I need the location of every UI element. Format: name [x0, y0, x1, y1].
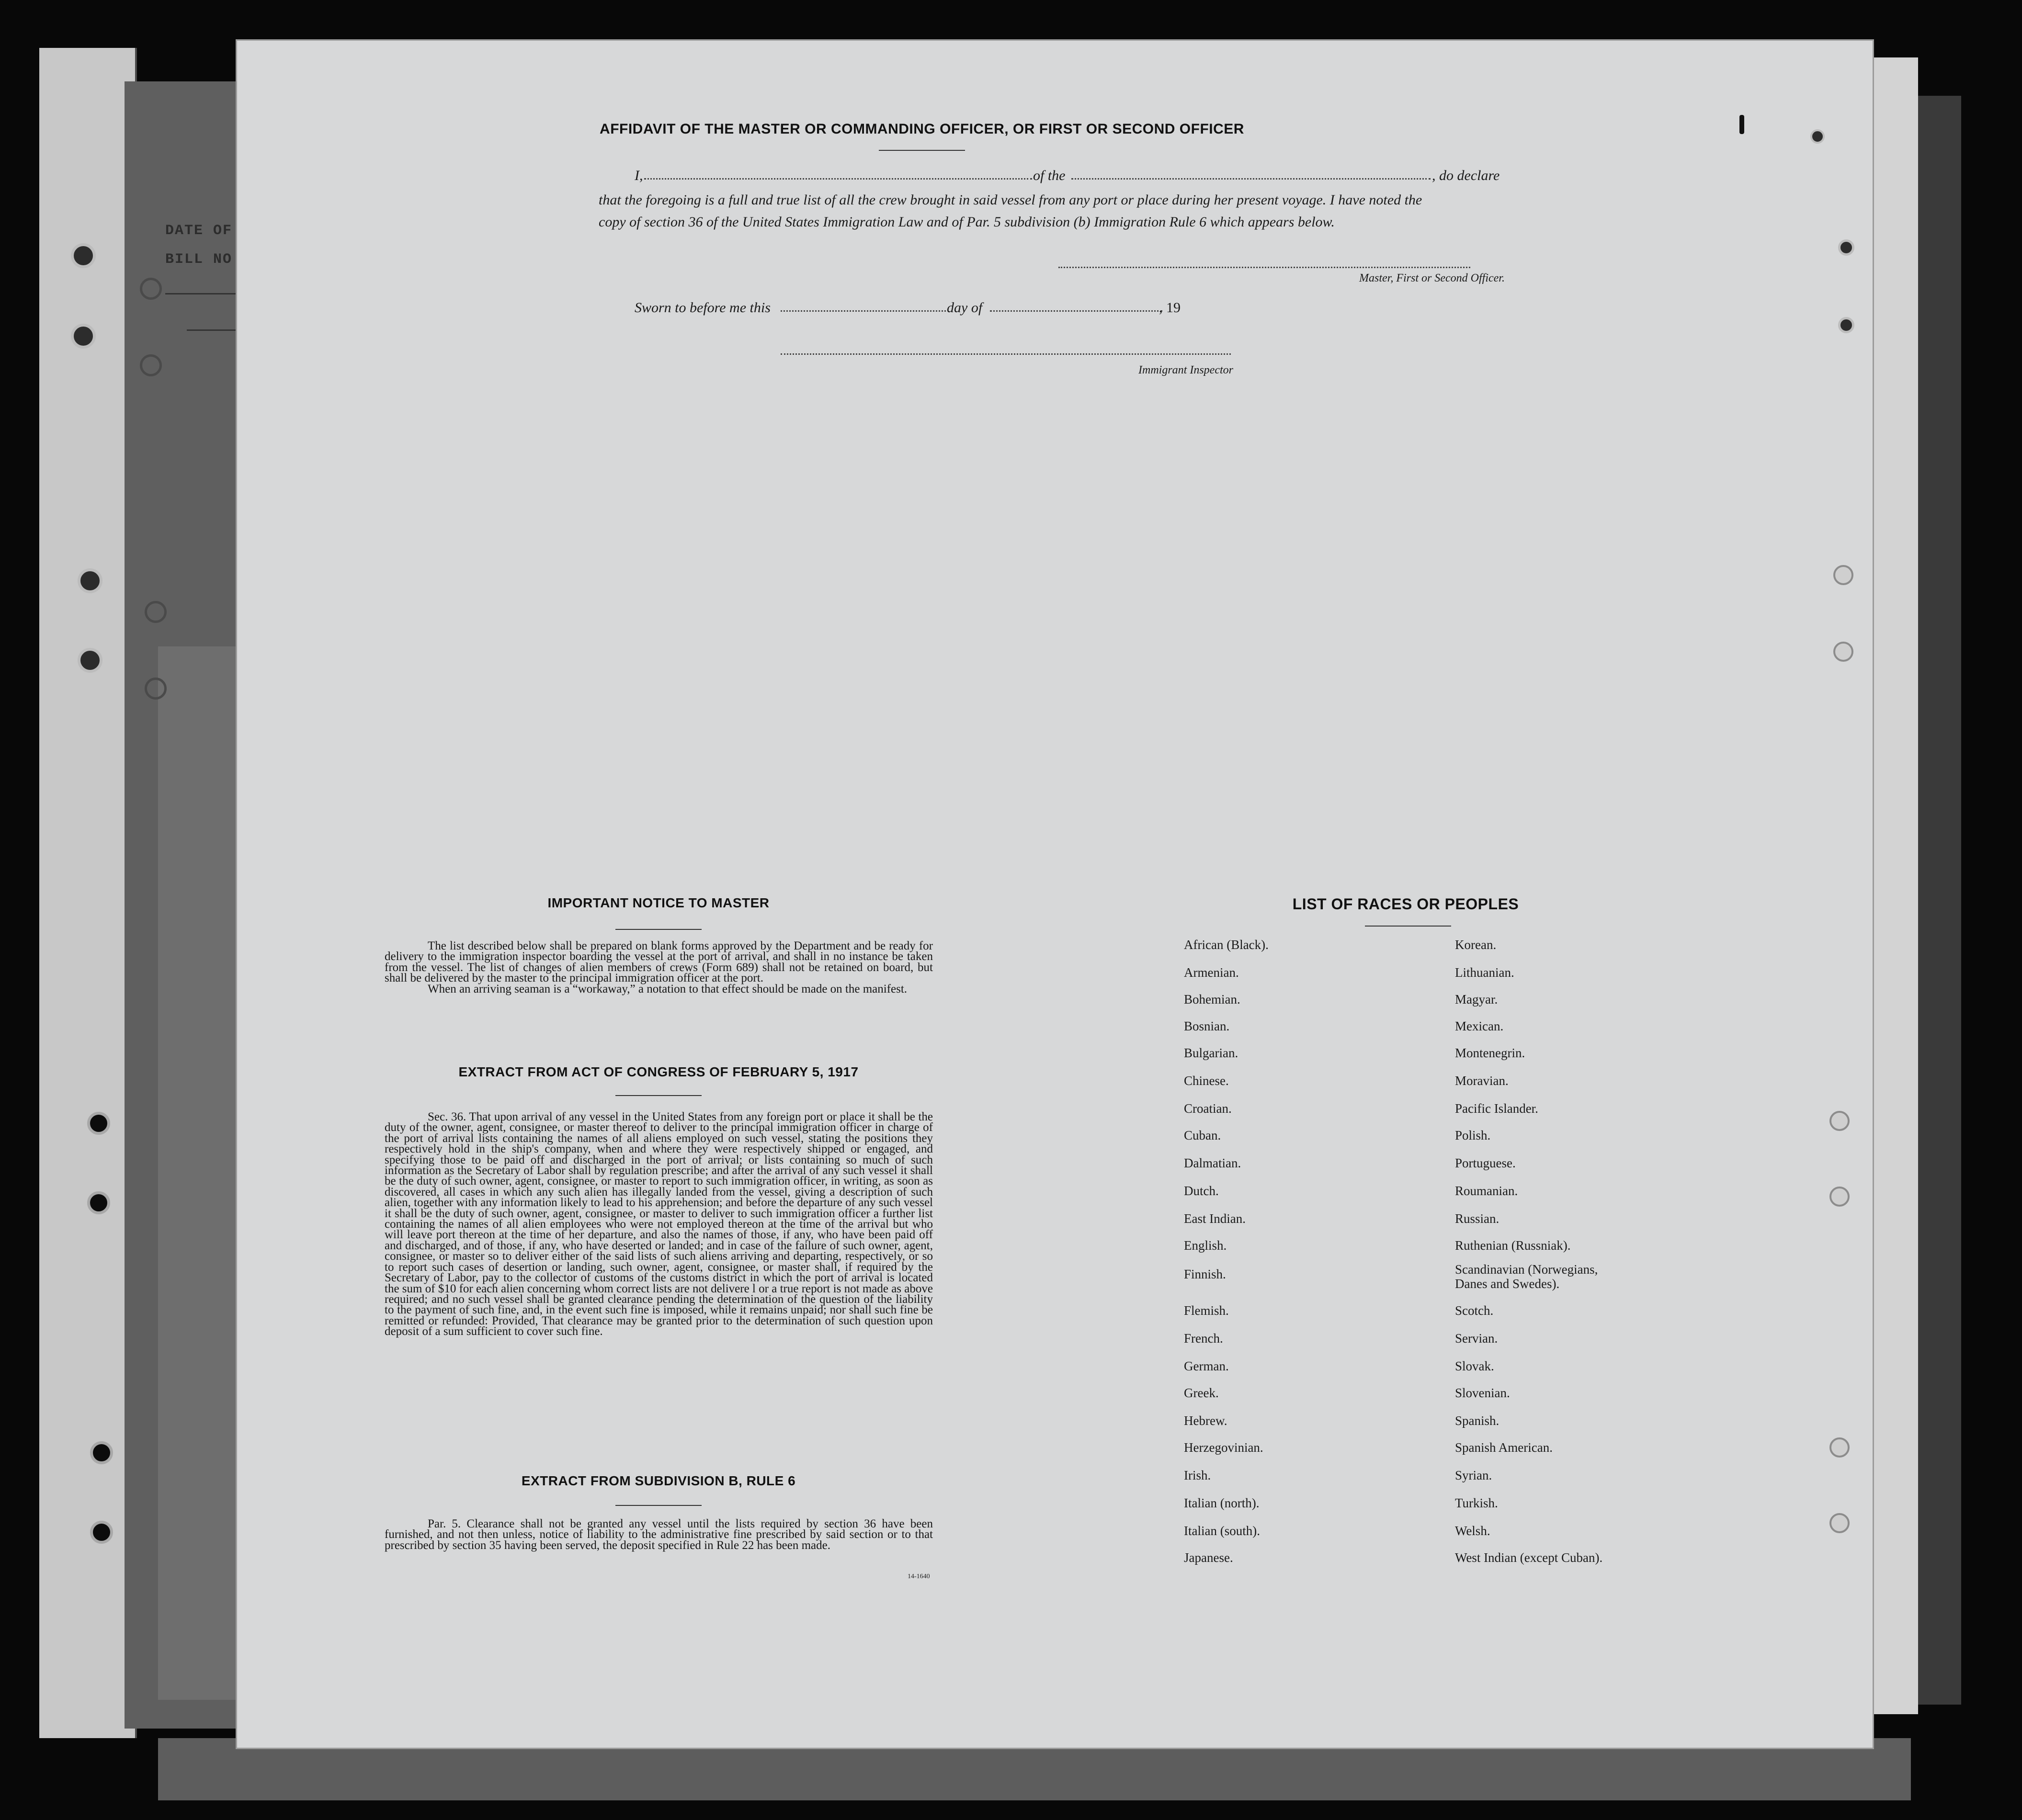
binder-hole-icon: [1829, 1111, 1850, 1131]
sworn-month-field[interactable]: [990, 310, 1162, 312]
race-list-item: Herzegovinian.: [1184, 1440, 1263, 1455]
stamp-rule-2: [187, 329, 237, 331]
sworn-day-of-label: day of: [947, 300, 983, 316]
sworn-label: Sworn to before me this: [635, 300, 771, 316]
affidavit-name-field[interactable]: [644, 178, 1032, 180]
affidavit-line-3: copy of section 36 of the United States Immigration Law and of Par. 5 subdivision (b) Immigration Rule 6 which appears below.: [599, 214, 1335, 230]
binder-hole-icon: [90, 1441, 113, 1464]
act-extract-title: EXTRACT FROM ACT OF CONGRESS OF FEBRUARY 5, 1917: [458, 1064, 859, 1079]
race-list-item: Welsh.: [1455, 1524, 1490, 1538]
race-list-item: Polish.: [1455, 1128, 1491, 1142]
race-list-item: Magyar.: [1455, 992, 1498, 1006]
act-extract-body: [385, 1112, 933, 1337]
race-list-item: West Indian (except Cuban).: [1455, 1550, 1603, 1565]
binder-hole-icon: [1833, 565, 1853, 585]
race-list-item: Moravian.: [1455, 1074, 1509, 1088]
race-list-item: Syrian.: [1455, 1468, 1492, 1482]
stamp-rule: [165, 293, 237, 294]
race-list-item: Greek.: [1184, 1386, 1219, 1400]
act-extract-text: Sec. 36. That upon arrival of any vessel in the United States from any foreign port or place it shall be the duty of the owner, agent, consignee, or master thereof to deliver to the principal immigration officer in charge of the port of arrival lists containing the names of all aliens employed on such vessel, stating the positions they respectively hold in the ship's company, when and where they were respectively shipped or engaged, and specifying those to be paid off and discharged in the port of arrival; or lists containing so much of such information as the Secretary of Labor shall by regulation prescribe; and after the arrival of any such vessel it shall be the duty of such owner, agent, consignee, or master to report to such immigration officer, in writing, as soon as discovered, all cases in which any such alien has illegally landed from the vessel, giving a description of such alien, together with any information likely to lead to his apprehension; and before the departure of any such vessel it shall be the duty of such owner, agent, consignee, or master to deliver to such immigration officer a further list containing the names of all alien employees who were not employed thereon at the time of the arrival but who will leave port thereon at the time of her departure, and also the names of those, if any, who have been paid off and discharged, and of those, if any, who have deserted or landed; and in case of the failure of such owner, agent, consignee, or master so to deliver either of the said lists of such aliens arriving and departing, respectively, or so to report such cases of desertion or landing, such owner, agent, consignee, or master shall, if required by the Secretary of Labor, pay to the collector of customs of the customs district in which the port of arrival is located the sum of $10 for each alien concerning whom correct lists are not delivere l or a true report is not made as above required; and no such vessel shall be granted clearance pending the determination of the question of the liability to the payment of such fine, and, in the event such fine is imposed, while it remains unpaid; nor shall such fine be remitted or refunded: Provided, That clearance may be granted prior to the determination of such question upon deposit of a sum sufficient to cover such fine.: [385, 1110, 933, 1338]
race-list-item: Flemish.: [1184, 1303, 1229, 1318]
rule-extract-rule: [615, 1505, 702, 1506]
binder-hole-icon: [90, 1521, 113, 1544]
affidavit-of-the-label: of the: [1033, 168, 1066, 183]
binder-hole-icon: [1810, 129, 1825, 144]
binder-hole-icon: [1833, 642, 1853, 662]
affidavit-line-2: that the foregoing is a full and true list of all the crew brought in said vessel from any port or place during her present voyage. I have noted the: [599, 192, 1422, 208]
race-list-item: Hebrew.: [1184, 1413, 1227, 1428]
races-title: LIST OF RACES OR PEOPLES: [1292, 895, 1519, 913]
race-list-item: French.: [1184, 1331, 1223, 1345]
act-extract-rule: [615, 1095, 702, 1096]
race-list-item: East Indian.: [1184, 1211, 1246, 1226]
binder-hole-icon: [145, 678, 167, 700]
stamp-date-label: DATE OF: [165, 223, 233, 239]
binder-hole-icon: [1829, 1437, 1850, 1458]
inspector-signature-label: Immigrant Inspector: [1138, 364, 1233, 376]
race-list-item: Bulgarian.: [1184, 1046, 1238, 1060]
notice-body: [385, 941, 933, 995]
binder-hole-icon: [71, 243, 96, 268]
binder-hole-icon: [78, 648, 102, 673]
race-list-item: Croatian.: [1184, 1101, 1232, 1116]
race-list-item: German.: [1184, 1359, 1229, 1373]
binder-hole-icon: [145, 601, 167, 623]
sworn-year-label: , 19: [1159, 300, 1181, 316]
binder-hole-icon: [71, 324, 96, 349]
race-list-item: Scandinavian (Norwegians, Danes and Swedes).: [1455, 1262, 1598, 1291]
race-list-item: Bohemian.: [1184, 992, 1240, 1006]
race-list-item: Armenian.: [1184, 965, 1239, 980]
ink-mark: [1739, 115, 1744, 134]
binder-hole-icon: [87, 1112, 110, 1135]
manifest-page: [237, 41, 1873, 1748]
race-list-item: Ruthenian (Russniak).: [1455, 1238, 1571, 1253]
form-number: 14-1640: [908, 1573, 930, 1580]
race-list-item: Bosnian.: [1184, 1019, 1230, 1033]
race-list-item: Chinese.: [1184, 1074, 1229, 1088]
affidavit-title: AFFIDAVIT OF THE MASTER OR COMMANDING OFFICER, OR FIRST OR SECOND OFFICER: [600, 121, 1244, 137]
affidavit-vessel-field[interactable]: [1071, 178, 1431, 180]
binder-hole-icon: [140, 278, 162, 300]
race-list-item: Cuban.: [1184, 1128, 1221, 1142]
binder-hole-icon: [140, 354, 162, 376]
race-list-item: Servian.: [1455, 1331, 1498, 1345]
race-list-item: Dutch.: [1184, 1184, 1219, 1198]
rule-extract-body: [385, 1519, 933, 1551]
race-list-item: Spanish American.: [1455, 1440, 1553, 1455]
race-list-item: Turkish.: [1455, 1496, 1498, 1510]
race-list-item: Pacific Islander.: [1455, 1101, 1538, 1116]
race-list-item: Slovenian.: [1455, 1386, 1510, 1400]
race-list-item: Finnish.: [1184, 1267, 1226, 1281]
rule-extract-title: EXTRACT FROM SUBDIVISION B, RULE 6: [521, 1473, 796, 1488]
race-list-item: Korean.: [1455, 938, 1497, 952]
race-list-item: Portuguese.: [1455, 1156, 1516, 1170]
notice-title: IMPORTANT NOTICE TO MASTER: [547, 895, 770, 910]
master-signature-label: Master, First or Second Officer.: [1359, 272, 1505, 284]
notice-paragraph-2: When an arriving seaman is a “workaway,” a notation to that effect should be made on the manifest.: [428, 982, 908, 995]
race-list-item: Spanish.: [1455, 1413, 1499, 1428]
stamp-bill-label: BILL NO: [165, 251, 233, 268]
binder-hole-icon: [78, 568, 102, 593]
race-list-item: Mexican.: [1455, 1019, 1504, 1033]
underlying-sheet-shadow: [158, 646, 244, 1700]
race-list-item: Roumanian.: [1455, 1184, 1518, 1198]
affidavit-title-rule: [879, 150, 965, 151]
affidavit-declare-label: , do declare: [1432, 168, 1500, 183]
notice-title-rule: [615, 929, 702, 930]
inspector-signature-field[interactable]: [781, 353, 1231, 355]
binder-hole-icon: [1829, 1187, 1850, 1207]
binder-hole-icon: [1829, 1513, 1850, 1533]
rule-extract-text: Par. 5. Clearance shall not be granted any vessel until the lists required by section 36 have been furnished, and not then unless, notice of liability to the administrative fine prescribed by said section or to that prescribed by section 35 having been served, the deposit specified in Rule 22 has been made.: [385, 1517, 933, 1552]
affidavit-i-label: I,: [635, 168, 643, 183]
left-binding-strip: [39, 48, 137, 1738]
race-list-item: Dalmatian.: [1184, 1156, 1241, 1170]
race-list-item: Japanese.: [1184, 1550, 1233, 1565]
race-list-item: Irish.: [1184, 1468, 1211, 1482]
binder-hole-icon: [1838, 317, 1854, 333]
race-list-item: Italian (south).: [1184, 1524, 1260, 1538]
race-list-item: Lithuanian.: [1455, 965, 1514, 980]
race-list-item: Montenegrin.: [1455, 1046, 1525, 1060]
race-list-item: Slovak.: [1455, 1359, 1494, 1373]
binder-hole-icon: [87, 1191, 110, 1214]
master-signature-field[interactable]: [1058, 267, 1470, 268]
race-list-item: Scotch.: [1455, 1303, 1494, 1318]
race-list-item: Italian (north).: [1184, 1496, 1260, 1510]
race-list-item: African (Black).: [1184, 938, 1269, 952]
binder-hole-icon: [1838, 239, 1854, 256]
sworn-day-field[interactable]: [781, 310, 946, 312]
notice-paragraph-1: The list described below shall be prepared on blank forms approved by the Department and be ready for delivery to the immigration inspector boarding the vessel at the port of arrival, and shall in no instance be taken from the vessel. The list of changes of alien members of crews (Form 689) shall not be retained on board, but shall be delivered by the master to the principal immigration officer at the port.: [385, 939, 933, 985]
races-title-rule: [1365, 926, 1451, 927]
race-list-item: Russian.: [1455, 1211, 1499, 1226]
race-list-item: English.: [1184, 1238, 1227, 1253]
